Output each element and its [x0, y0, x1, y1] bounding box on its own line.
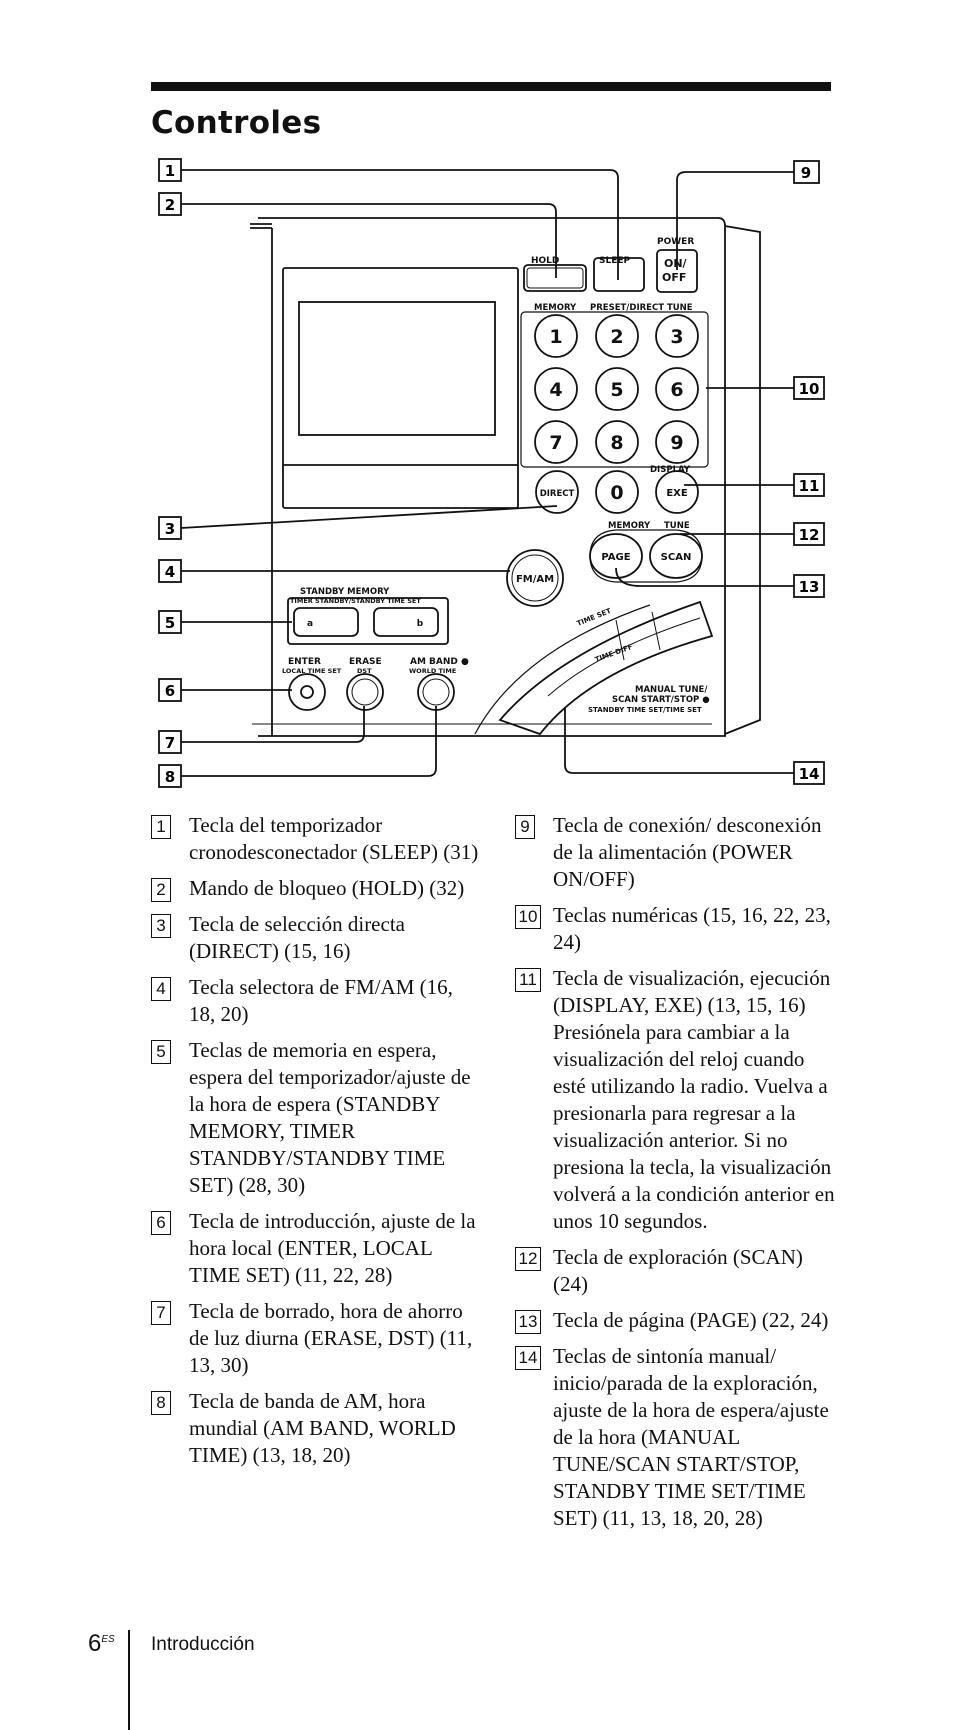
item-description: Tecla de visualización, ejecución (DISPLAY, EXE) (13, 15, 16): [553, 966, 831, 1017]
item-description: Teclas de sintonía manual/ inicio/parada de la exploración, ajuste de la hora de espera/ajuste de la hora (MANUAL TUNE/SCAN START/STOP, STANDBY TIME SET/TIME SET) (11, 13, 18, 20, 28): [553, 1344, 829, 1530]
section-name: Introducción: [151, 1634, 255, 1655]
callout-2: 2: [164, 196, 176, 214]
item-description: Tecla de borrado, hora de ahorro de luz diurna (ERASE, DST) (11, 13, 30): [189, 1299, 473, 1377]
svg-text:ON/: ON/: [664, 257, 687, 270]
item-description: Tecla de selección directa (DIRECT) (15, 16): [189, 912, 405, 963]
svg-text:SCAN START/STOP ●: SCAN START/STOP ●: [612, 695, 710, 705]
svg-text:SLEEP: SLEEP: [599, 256, 631, 266]
item-description: Tecla de banda de AM, hora mundial (AM BAND, WORLD TIME) (13, 18, 20): [189, 1389, 456, 1467]
controls-list-left: [151, 812, 481, 1478]
item-text: [553, 902, 840, 956]
svg-text:TUNE: TUNE: [664, 521, 690, 531]
list-item: [515, 1244, 840, 1298]
item-description: Teclas de memoria en espera, espera del temporizador/ajuste de la hora de espera (STANDBY MEMORY, TIMER STANDBY/STANDBY TIME SET) (28, 30): [189, 1038, 471, 1197]
key-8[interactable]: 8: [610, 432, 624, 454]
list-item: [151, 1037, 481, 1199]
item-number: 4: [151, 977, 171, 1001]
item-text: [553, 1343, 840, 1532]
key-3[interactable]: 3: [670, 326, 684, 348]
item-text: [189, 1208, 481, 1289]
key-4[interactable]: 4: [549, 379, 563, 401]
item-text: [189, 875, 481, 902]
item-number: 5: [151, 1040, 171, 1064]
svg-text:ERASE: ERASE: [349, 657, 382, 667]
callout-13: 13: [798, 578, 820, 596]
key-2[interactable]: 2: [610, 326, 624, 348]
item-text: [189, 974, 481, 1028]
svg-text:TIME DIFF: TIME DIFF: [593, 642, 634, 664]
exe-button[interactable]: EXE: [666, 488, 688, 499]
item-text: [189, 1037, 481, 1199]
key-9[interactable]: 9: [670, 432, 684, 454]
item-text: [189, 812, 481, 866]
svg-text:HOLD: HOLD: [531, 256, 560, 266]
item-number: 12: [515, 1247, 541, 1271]
item-text: [189, 911, 481, 965]
item-number: 11: [515, 968, 541, 992]
list-item: [151, 1388, 481, 1469]
callout-8: 8: [164, 768, 176, 786]
item-description: Tecla del temporizador cronodesconectador (SLEEP) (31): [189, 813, 479, 864]
callout-1: 1: [164, 162, 176, 180]
svg-text:DST: DST: [357, 667, 372, 675]
direct-button[interactable]: DIRECT: [539, 489, 575, 499]
svg-text:MEMORY: MEMORY: [534, 303, 577, 313]
item-number: 1: [151, 815, 171, 839]
svg-text:DISPLAY: DISPLAY: [650, 465, 690, 475]
svg-text:OFF: OFF: [662, 271, 687, 284]
svg-text:AM BAND ●: AM BAND ●: [410, 657, 469, 667]
list-item: [151, 875, 481, 902]
callout-6: 6: [164, 682, 176, 700]
key-5[interactable]: 5: [610, 379, 624, 401]
key-6[interactable]: 6: [670, 379, 684, 401]
svg-text:STANDBY TIME SET/TIME SET: STANDBY TIME SET/TIME SET: [588, 706, 702, 714]
item-description: Tecla selectora de FM/AM (16, 18, 20): [189, 975, 453, 1026]
list-item: [151, 812, 481, 866]
list-item: [515, 965, 840, 1235]
svg-text:STANDBY MEMORY: STANDBY MEMORY: [300, 587, 390, 597]
list-item: [515, 902, 840, 956]
callout-5: 5: [164, 614, 176, 632]
item-description: Tecla de conexión/ desconexión de la alimentación (POWER ON/OFF): [553, 813, 822, 891]
item-text: [189, 1388, 481, 1469]
svg-text:MANUAL TUNE/: MANUAL TUNE/: [635, 685, 708, 695]
page-number: $6^{ES}$: [88, 1630, 115, 1657]
item-description: Teclas numéricas (15, 16, 22, 23, 24): [553, 903, 831, 954]
callout-4: 4: [164, 563, 176, 581]
key-1[interactable]: 1: [549, 326, 563, 348]
page-button[interactable]: PAGE: [601, 552, 631, 563]
scan-button[interactable]: SCAN: [660, 552, 692, 563]
list-item: [151, 974, 481, 1028]
callout-12: 12: [798, 526, 820, 544]
item-number: 3: [151, 914, 171, 938]
svg-text:MEMORY: MEMORY: [608, 521, 651, 531]
list-item: [515, 1343, 840, 1532]
item-text: [553, 965, 840, 1235]
svg-text:PRESET/DIRECT TUNE: PRESET/DIRECT TUNE: [590, 303, 693, 313]
item-number: 6: [151, 1211, 171, 1235]
item-description: Tecla de página (PAGE) (22, 24): [553, 1308, 829, 1332]
item-number: 13: [515, 1310, 541, 1334]
footer-divider: [128, 1630, 130, 1730]
fmam-button[interactable]: FM/AM: [515, 574, 555, 585]
list-item: [151, 1298, 481, 1379]
list-item: [515, 812, 840, 893]
svg-text:TIMER STANDBY/STANDBY TIME: TIMER STANDBY/STANDBY TIME SET: [290, 597, 421, 605]
key-0[interactable]: 0: [610, 482, 624, 504]
list-item: [151, 911, 481, 965]
item-text: [189, 1298, 481, 1379]
key-7[interactable]: 7: [549, 432, 563, 454]
item-number: 2: [151, 878, 171, 902]
item-text: [553, 812, 840, 893]
item-text: [553, 1244, 840, 1298]
item-note: Presiónela para cambiar a la visualización del reloj cuando esté utilizando la radio. Vuelva a presionarla para regresar a la visualización anterior. Si no presiona la tecla, la visualización volverá a la condición anterior en unos 10 segundos.: [553, 1020, 835, 1233]
svg-text:ENTER: ENTER: [288, 657, 321, 667]
list-item: [151, 1208, 481, 1289]
item-description: Tecla de exploración (SCAN) (24): [553, 1245, 803, 1296]
item-description: Mando de bloqueo (HOLD) (32): [189, 876, 465, 900]
item-number: 7: [151, 1301, 171, 1325]
svg-text:WORLD TIME: WORLD TIME: [409, 667, 457, 675]
callout-9: 9: [800, 164, 812, 182]
svg-text:b: b: [416, 619, 424, 629]
callout-3: 3: [164, 520, 176, 538]
controls-list-right: [515, 812, 840, 1541]
callout-7: 7: [164, 734, 176, 752]
item-description: Tecla de introducción, ajuste de la hora local (ENTER, LOCAL TIME SET) (11, 22, 28): [189, 1209, 476, 1287]
svg-text:a: a: [306, 619, 314, 629]
page-title: Controles: [151, 105, 322, 141]
callout-14: 14: [798, 765, 820, 783]
item-number: 9: [515, 815, 535, 839]
controls-diagram: [0, 0, 954, 800]
svg-text:POWER: POWER: [657, 237, 695, 247]
svg-text:TIME SET: TIME SET: [575, 606, 613, 628]
item-number: 10: [515, 905, 541, 929]
item-text: [553, 1307, 840, 1334]
item-number: 14: [515, 1346, 541, 1370]
list-item: [515, 1307, 840, 1334]
item-number: 8: [151, 1391, 171, 1415]
callout-10: 10: [798, 380, 820, 398]
svg-text:LOCAL TIME SET: LOCAL TIME SET: [282, 667, 342, 675]
callout-11: 11: [798, 477, 820, 495]
